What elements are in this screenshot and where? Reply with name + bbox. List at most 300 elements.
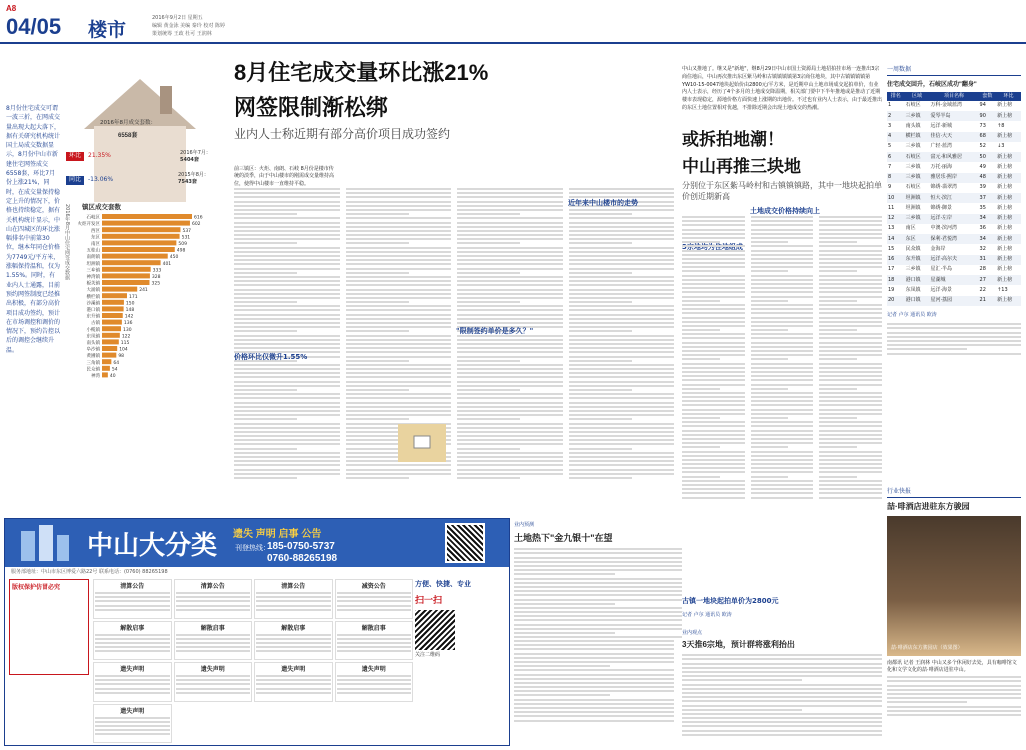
bar [102, 359, 111, 364]
article-column [887, 323, 1021, 354]
text-line [569, 439, 675, 441]
table-cell: ↑8 [997, 122, 1005, 129]
text-line [95, 679, 170, 681]
ad-section-title: 解散启事 [281, 625, 306, 632]
text-line [457, 431, 563, 433]
text-line [457, 242, 520, 244]
bar-value: 537 [182, 228, 192, 234]
text-line [751, 329, 789, 331]
table-cell: 新上榜 [997, 194, 1013, 201]
ad-section-title: 遗失声明 [120, 708, 145, 715]
ad-section [174, 579, 253, 619]
table-cell: 东区 [905, 235, 916, 242]
text-line [569, 242, 632, 244]
text-line [176, 592, 251, 594]
ad-section [335, 579, 414, 619]
text-line [457, 414, 563, 416]
table-cell: 3 [888, 122, 892, 129]
text-line [819, 216, 882, 218]
bar-label: 火炬开发区 [77, 222, 100, 228]
ad-section-title: 遗失声明 [361, 667, 386, 673]
text-line [682, 654, 882, 656]
text-line [346, 213, 409, 215]
ad-title: 中山大分类 [87, 530, 218, 560]
text-line [346, 305, 452, 307]
text-line [234, 452, 340, 454]
text-line [682, 463, 745, 465]
text-line [751, 308, 814, 310]
bar-label: 东区 [91, 235, 100, 241]
text-line [819, 358, 857, 360]
text-line [751, 434, 814, 436]
text-line [751, 220, 814, 222]
text-line [256, 683, 331, 685]
text-line [887, 340, 1021, 342]
text-line [457, 201, 563, 203]
table-cell: 新上榜 [997, 276, 1013, 283]
text-line [176, 683, 251, 685]
text-line [751, 409, 814, 411]
text-line [569, 368, 675, 370]
house-label-value: 6558套 [118, 133, 138, 139]
text-line [457, 402, 563, 404]
news2-label: 业内观点 [682, 630, 703, 636]
table-cell: 68 [979, 133, 986, 140]
text-line [682, 254, 745, 256]
subtitle-c: "限制签约单价是多久？" [456, 327, 534, 335]
text-line [346, 318, 452, 320]
text-line [514, 561, 682, 563]
text-line [819, 237, 882, 239]
text-line [337, 638, 412, 640]
table-row [887, 132, 1021, 142]
table-cell: 石岐区 [905, 102, 921, 109]
text-line [569, 418, 632, 420]
ad-section-title: 清算公告 [200, 584, 225, 590]
text-line [751, 233, 814, 235]
text-line [569, 469, 675, 471]
page-number: 04/05 [6, 14, 62, 39]
table-cell: 52 [979, 143, 986, 150]
bar [102, 366, 110, 371]
text-line [234, 339, 340, 341]
text-line [514, 707, 674, 709]
text-line [457, 364, 563, 366]
text-line [457, 234, 563, 236]
text-line [457, 381, 563, 383]
text-line [682, 467, 745, 469]
table-row [887, 255, 1021, 265]
text-line [819, 363, 882, 365]
text-line [751, 291, 814, 293]
text-line [682, 434, 745, 436]
text-line [682, 220, 745, 222]
table-cell: 东升镇 [905, 256, 921, 263]
table-cell: 31 [979, 256, 986, 263]
news1-title: 土地热下"金九银十"在望 [514, 533, 613, 544]
text-line [819, 375, 882, 377]
text-line [514, 603, 615, 605]
text-line [346, 389, 409, 391]
table-cell: 港口镇 [905, 276, 921, 283]
text-line [682, 266, 745, 268]
text-line [819, 438, 882, 440]
ad-section [254, 621, 333, 661]
text-line [337, 642, 412, 644]
text-line [234, 289, 340, 291]
table-cell: 港口镇 [905, 297, 921, 304]
text-line [256, 605, 331, 607]
text-line [682, 734, 882, 736]
text-line [751, 459, 814, 461]
text-line [751, 258, 814, 260]
text-line [234, 230, 340, 232]
text-line [569, 268, 675, 270]
text-line [514, 557, 682, 559]
text-line [256, 596, 331, 598]
text-line [346, 284, 452, 286]
text-line [887, 344, 1021, 346]
text-line [514, 594, 682, 596]
text-line [682, 241, 720, 243]
table-cell: 新上榜 [997, 266, 1013, 273]
text-line [682, 350, 745, 352]
text-line [234, 201, 340, 203]
chart-side-title: 2016年8月中山住宅网签成交数据 [64, 204, 70, 280]
bar-label: 神湾 [91, 374, 100, 379]
text-line [819, 325, 882, 327]
text-line [819, 497, 882, 499]
text-line [457, 222, 563, 224]
table-cell: 万托·丽海 [930, 163, 953, 170]
text-line [569, 326, 675, 328]
text-line [682, 675, 882, 677]
bar-label: 古镇 [91, 321, 100, 327]
ad-banner [5, 519, 509, 567]
bar [102, 326, 121, 331]
text-line [256, 600, 331, 602]
text-line [819, 275, 882, 277]
table-cell: 佳信·大天 [930, 133, 953, 140]
text-line [819, 417, 857, 419]
text-line [234, 242, 297, 244]
text-line [346, 259, 452, 261]
text-line [751, 392, 814, 394]
text-line [457, 314, 563, 316]
column-header: 项目名称 [929, 92, 978, 101]
text-line [95, 692, 170, 694]
text-line [95, 688, 170, 690]
bar-label: 五桂山 [86, 248, 100, 254]
bar-value: 602 [191, 222, 201, 228]
text-line [751, 446, 789, 448]
text-line [751, 229, 814, 231]
infographic [60, 44, 230, 384]
text-line [682, 476, 720, 478]
right-headline-1: 或拆拍地潮！ [682, 129, 784, 149]
text-line [457, 410, 563, 412]
table-cell: 三乡镇 [905, 163, 921, 170]
ranking-header: 一周数据 [887, 66, 1021, 76]
building-icon [15, 523, 75, 563]
right-article [682, 66, 883, 605]
text-line [819, 266, 882, 268]
text-line [751, 379, 814, 381]
bar [102, 306, 124, 311]
table-cell: 14 [888, 235, 895, 242]
text-line [682, 296, 745, 298]
text-line [346, 347, 452, 349]
text-line [819, 342, 882, 344]
text-line [346, 276, 452, 278]
text-line [751, 333, 814, 335]
text-line [457, 259, 563, 261]
industry-box [887, 488, 1021, 746]
text-line [234, 205, 340, 207]
text-line [569, 251, 675, 253]
july-label [180, 150, 211, 165]
main-headline-2: 网签限制渐松绑 [234, 95, 389, 120]
text-line [457, 418, 520, 420]
text-line [514, 582, 682, 584]
text-line [514, 703, 674, 705]
bar [102, 254, 168, 259]
text-line [682, 446, 720, 448]
table-row [887, 173, 1021, 183]
article-column [514, 548, 682, 638]
text-line [176, 688, 251, 690]
text-line [346, 339, 452, 341]
text-line [346, 263, 452, 265]
table-cell: 南区 [905, 225, 916, 232]
industry-header: 行业快报 [887, 488, 1021, 498]
text-line [569, 297, 675, 299]
right-sub-2: 土地成交价格持续向上 [750, 207, 820, 215]
text-line [457, 209, 563, 211]
text-line [819, 233, 882, 235]
text-line [682, 413, 745, 415]
text-line [569, 443, 675, 445]
table-cell: 94 [979, 102, 986, 109]
bar-label: 港口镇 [86, 308, 100, 313]
text-line [569, 217, 675, 219]
table-cell: 横栏镇 [905, 133, 921, 140]
text-line [234, 364, 340, 366]
ad-section [335, 621, 414, 661]
text-line [751, 317, 814, 319]
bar-label: 沙溪镇 [86, 301, 100, 307]
column-header: 环比 [996, 92, 1021, 101]
ad-section [93, 621, 172, 661]
text-line [819, 367, 882, 369]
text-line [346, 330, 409, 332]
text-line [457, 448, 520, 450]
text-line [751, 367, 814, 369]
text-line [569, 356, 675, 358]
text-line [819, 371, 882, 373]
text-line [751, 358, 789, 360]
text-line [457, 205, 563, 207]
text-line [234, 414, 340, 416]
text-line [682, 700, 882, 702]
table-cell: 东凤镇 [905, 286, 921, 293]
table-cell: 37 [979, 194, 986, 201]
bar-value: 122 [121, 334, 131, 340]
aug2015-label-text: 2015年8月： [178, 172, 209, 178]
text-line [346, 360, 409, 362]
text-line [234, 418, 297, 420]
table-cell: 保利·君悦湾 [930, 235, 958, 242]
text-line [682, 304, 745, 306]
july-value: 5404套 [180, 157, 199, 164]
bar-value: 104 [119, 347, 128, 353]
text-line [256, 609, 331, 611]
text-line [819, 296, 882, 298]
table-cell: 新上榜 [997, 112, 1013, 119]
table-cell: 新上榜 [997, 163, 1013, 170]
bar-label: 小榄镇 [86, 327, 100, 333]
text-line [337, 596, 412, 598]
text-line [819, 270, 857, 272]
text-line [682, 279, 745, 281]
text-line [569, 347, 675, 349]
ad-section [93, 662, 172, 702]
text-line [234, 443, 340, 445]
text-line [234, 284, 340, 286]
table-cell: 1 [888, 102, 892, 109]
text-line [514, 619, 682, 621]
text-line [514, 632, 615, 634]
table-cell: 新上榜 [997, 133, 1013, 140]
text-line [887, 706, 1021, 708]
text-line [346, 314, 452, 316]
text-line [346, 192, 452, 194]
text-line [457, 213, 520, 215]
text-line [346, 209, 452, 211]
text-line [751, 337, 814, 339]
text-line [514, 624, 682, 626]
ad-section [93, 704, 172, 744]
text-line [457, 238, 563, 240]
table-cell: 星河·荔园 [930, 297, 953, 304]
text-line [887, 714, 1021, 716]
text-line [682, 392, 745, 394]
text-line [457, 192, 563, 194]
text-line [751, 400, 814, 402]
text-line [751, 413, 814, 415]
table-row [887, 111, 1021, 121]
text-line [95, 642, 170, 644]
table-cell: 32 [979, 245, 986, 252]
ranking-box [887, 66, 1021, 486]
ad-address: 服务部地址：中山市东区博爱六路22号 联系电话：(0760) 88265198 [11, 569, 168, 575]
text-line [682, 658, 882, 660]
right-headline-2: 中山再推三块地 [682, 156, 801, 176]
text-line [234, 460, 340, 462]
text-line [346, 364, 452, 366]
table-cell: 锦绣·翡翠湾 [930, 184, 958, 191]
bar [102, 313, 123, 318]
text-line [751, 430, 814, 432]
text-line [234, 188, 340, 190]
article-body-columns [234, 188, 674, 508]
text-line [457, 284, 563, 286]
text-line [569, 364, 675, 366]
text-line [346, 326, 452, 328]
bar-value: 241 [139, 288, 148, 294]
text-line [514, 669, 674, 671]
text-line [346, 322, 452, 324]
table-cell: 11 [888, 204, 895, 211]
text-line [234, 234, 340, 236]
text-line [514, 640, 674, 642]
bar-value: 325 [151, 281, 161, 287]
text-line [819, 220, 882, 222]
bar [102, 353, 116, 358]
text-line [819, 258, 882, 260]
table-row [887, 101, 1021, 111]
text-line [176, 675, 251, 677]
text-line [457, 427, 563, 429]
text-line [819, 250, 882, 252]
table-cell: 34 [979, 235, 986, 242]
table-row [887, 183, 1021, 193]
text-line [569, 230, 675, 232]
text-line [337, 646, 412, 648]
text-line [569, 188, 675, 190]
table-cell: ↑13 [997, 286, 1008, 293]
bar-value: 171 [128, 294, 138, 300]
text-line [682, 371, 745, 373]
text-line [819, 384, 882, 386]
text-line [176, 692, 251, 694]
text-line [514, 711, 674, 713]
text-line [682, 275, 745, 277]
table-cell: 富元·和风雅居 [930, 153, 963, 160]
text-line [819, 354, 882, 356]
text-line [751, 492, 814, 494]
article-column [682, 216, 745, 516]
text-line [682, 421, 745, 423]
text-line [95, 725, 170, 727]
text-line [514, 699, 674, 701]
table-cell: 8 [888, 174, 892, 181]
text-line [514, 578, 682, 580]
table-row [887, 296, 1021, 306]
bar [102, 372, 108, 377]
text-line [751, 342, 814, 344]
text-line [457, 305, 563, 307]
text-line [514, 615, 682, 617]
bar-value: 333 [152, 268, 162, 274]
ad-section-title: 解散启事 [361, 625, 386, 632]
text-line [569, 284, 675, 286]
ranking-title: 住宅成交回升，石岐区成功"翻身" [887, 81, 977, 88]
text-line [346, 464, 452, 466]
text-line [337, 650, 412, 652]
text-line [457, 276, 563, 278]
text-line [751, 275, 814, 277]
text-line [887, 685, 1021, 687]
text-line [569, 464, 675, 466]
text-line [256, 642, 331, 644]
table-cell: 三乡镇 [905, 174, 921, 181]
bar-value: 136 [123, 321, 133, 327]
text-line [457, 217, 563, 219]
july-label-text: 2016年7月： [180, 150, 211, 156]
text-line [234, 347, 340, 349]
text-line [819, 425, 882, 427]
